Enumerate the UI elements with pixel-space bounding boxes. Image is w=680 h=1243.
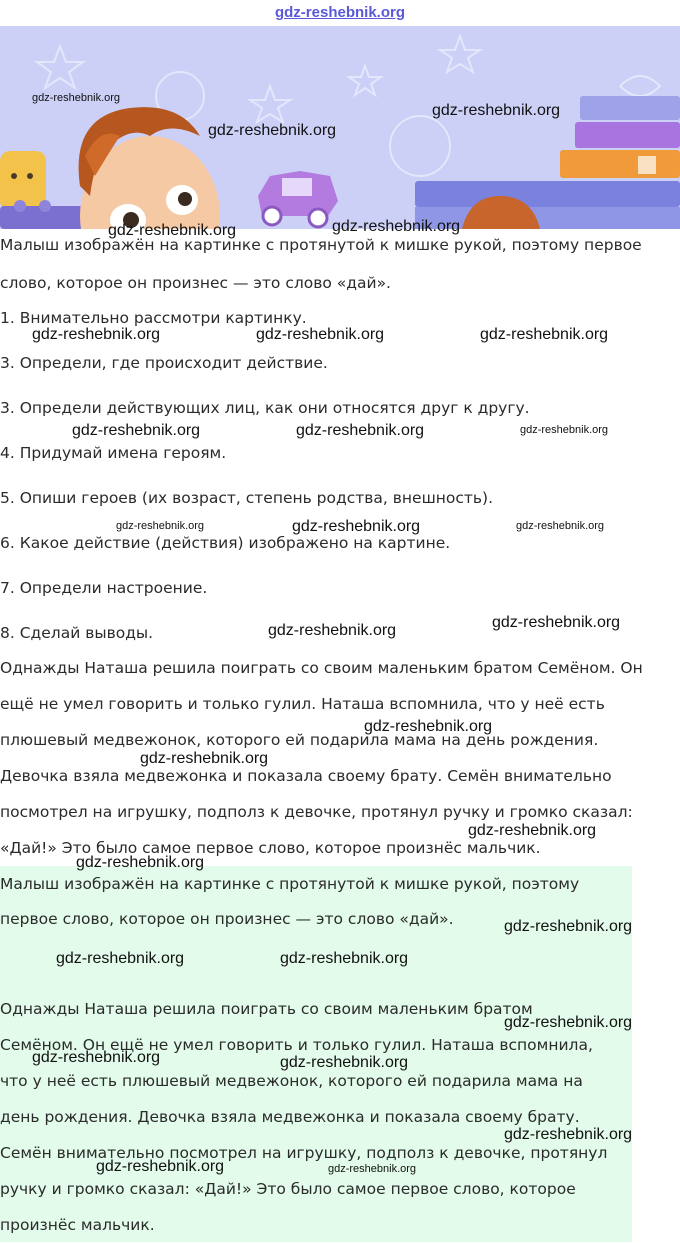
watermark: gdz-reshebnik.org [364,718,493,735]
site-link[interactable]: gdz-reshebnik.org [274,4,405,21]
watermark: gdz-reshebnik.org [140,750,269,767]
step-item: 8. Сделай выводы. [0,624,154,642]
answer-story-line: произнёс мальчик. [0,1216,155,1234]
answer-intro-line: Малыш изображён на картинке с протянутой к мишке рукой, поэтому [0,875,580,893]
answer-story-line: Семён внимательно посмотрел на игрушку, подполз к девочке, протянул [0,1144,608,1162]
step-item: 1. Внимательно рассмотри картинку. [0,309,307,327]
answer-intro-line: первое слово, которое он произнес — это слово «дай». [0,910,454,928]
answer-story-line: ручку и громко сказал: «Дай!» Это было самое первое слово, которое [0,1180,576,1198]
story-line: посмотрел на игрушку, подполз к девочке, протянул ручку и громко сказал: [0,803,633,821]
watermark: gdz-reshebnik.org [504,1126,633,1143]
watermark: gdz-reshebnik.org [520,424,609,436]
watermark: gdz-reshebnik.org [72,422,201,439]
answer-story-line: Однажды Наташа решила поиграть со своим маленьким братом [0,1000,533,1018]
story-line: «Дай!» Это было самое первое слово, которое произнёс мальчик. [0,839,541,857]
watermark: gdz-reshebnik.org [280,950,409,967]
watermark: gdz-reshebnik.org [116,520,205,532]
watermark: gdz-reshebnik.org [292,518,421,535]
watermark: gdz-reshebnik.org [96,1158,225,1175]
intro-line: слово, которое он произнес — это слово «дай». [0,274,391,292]
story-line: Однажды Наташа решила поиграть со своим маленьким братом Семёном. Он [0,659,643,677]
answer-story-line: Семёном. Он ещё не умел говорить и только гулил. Наташа вспомнила, [0,1036,593,1054]
story-line: Девочка взяла медвежонка и показала своему брату. Семён внимательно [0,767,612,785]
story-line: плюшевый медвежонок, которого ей подарила мама на день рождения. [0,731,599,749]
watermark: gdz-reshebnik.org [492,614,621,631]
watermark: gdz-reshebnik.org [332,218,461,235]
watermark: gdz-reshebnik.org [56,950,185,967]
watermark: gdz-reshebnik.org [108,222,237,239]
answer-story-line: что у неё есть плюшевый медвежонок, которого ей подарила мама на [0,1072,583,1090]
illustration-banner [0,26,680,229]
child-playing-illustration [0,26,680,229]
answer-story-line: день рождения. Девочка взяла медвежонка и показала своему брату. [0,1108,580,1126]
watermark: gdz-reshebnik.org [432,102,561,119]
watermark: gdz-reshebnik.org [504,1014,633,1031]
watermark: gdz-reshebnik.org [32,326,161,343]
story-line: ещё не умел говорить и только гулил. Наташа вспомнила, что у неё есть [0,695,605,713]
watermark: gdz-reshebnik.org [76,854,205,871]
watermark: gdz-reshebnik.org [32,1049,161,1066]
watermark: gdz-reshebnik.org [516,520,605,532]
watermark: gdz-reshebnik.org [280,1054,409,1071]
step-item: 5. Опиши героев (их возраст, степень родства, внешность). [0,489,494,507]
watermark: gdz-reshebnik.org [480,326,609,343]
watermark: gdz-reshebnik.org [256,326,385,343]
watermark: gdz-reshebnik.org [208,122,337,139]
watermark: gdz-reshebnik.org [328,1163,417,1175]
watermark: gdz-reshebnik.org [268,622,397,639]
watermark: gdz-reshebnik.org [32,92,121,104]
step-item: 7. Определи настроение. [0,579,208,597]
watermark: gdz-reshebnik.org [296,422,425,439]
watermark: gdz-reshebnik.org [504,918,633,935]
step-item: 4. Придумай имена героям. [0,444,227,462]
step-item: 3. Определи, где происходит действие. [0,354,328,372]
step-item: 6. Какое действие (действия) изображено на картине. [0,534,451,552]
step-item: 3. Определи действующих лиц, как они относятся друг к другу. [0,399,530,417]
intro-line: Малыш изображён на картинке с протянутой к мишке рукой, поэтому первое [0,236,642,254]
watermark: gdz-reshebnik.org [468,822,597,839]
